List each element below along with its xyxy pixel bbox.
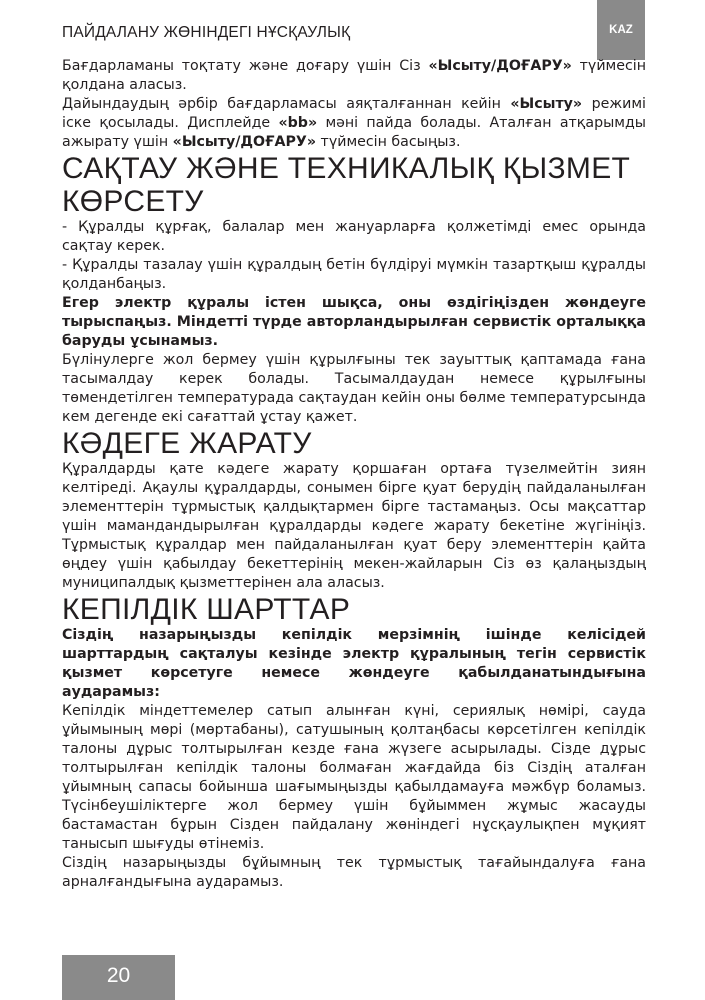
button-name-heat-off: «Ысыту/ДОҒАРУ» [428, 58, 572, 74]
button-name-heat-off-2: «Ысыту/ДОҒАРУ» [172, 134, 317, 150]
page-content [62, 57, 646, 892]
intro-paragraph-2: Дайындаудың әрбір бағдарламасы аяқталғаннан кейін «Ысыту» режимі іске қосылады. Дисплейде «bb» мәні пайда болады. Аталған атқарымды ажырату үшін «Ысыту/ДОҒАРУ» түймесін басыңыз. [62, 96, 646, 150]
warranty-paragraph-3: Сіздің назарыңызды бұйымның тек тұрмыстық тағайындалуға ғана арналғандығына аударамыз. [62, 855, 646, 890]
storage-warning: Егер электр құралы істен шықса, оны өздігіңізден жөндеуге тырыспаңыз. Міндетті түрде авторландырылған сервистік орталыққа баруды ұсынамыз. [62, 295, 646, 349]
storage-paragraph-4: Бүлінулерге жол бермеу үшін құрылғыны тек зауыттық қаптамада ғана тасымалдау керек болады. Тасымалдаудан немесе құрылғыны төмендетілген температурада сақтаудан кейін оны бөлме температурсында кем дегенде екі сағаттай ұстау қажет. [62, 352, 646, 425]
language-badge: KAZ [597, 0, 645, 60]
disposal-paragraph: Құралдарды қате кәдеге жарату қоршаған ортаға түзелмейтін зиян келтіреді. Ақаулы құралдарды, сонымен бірге қуат берудің пайдаланылған элементтерін тұрмыстық қалдықтармен бірге тастамаңыз. Осы мақсаттар үшін мамандандырылған құралдарды кәдеге жарату бекетіне жүгініңіз. Тұрмыстық құралдар мен пайдаланылған қуат беру элементтерін қайта өңдеу үшін қабылдау бекеттерінің мекен-жайларын Сіз өз қалаңыздың муниципалдық қызметтерінен ала аласыз. [62, 461, 646, 591]
storage-paragraph-1: - Құралды құрғақ, балалар мен жануарларға қолжетімді емес орында сақтау керек. [62, 219, 646, 254]
section-title-warranty: КЕПІЛДІК ШАРТТАР [62, 593, 351, 626]
storage-paragraph-2: - Құралды тазалау үшін құралдың бетін бүлдіруі мүмкін тазартқыш құралды қолданбаңыз. [62, 257, 646, 292]
section-title-storage: САҚТАУ ЖӘНЕ ТЕХНИКАЛЫҚ ҚЫЗМЕТ КӨРСЕТУ [62, 152, 631, 218]
warranty-notice: Сіздің назарыңызды кепілдік мерзімнің ішінде келісідей шарттардың сақталуы кезінде электр құралының тегін сервистік қызмет көрсетуге немесе жөндеуге қабылданатындығына аударамыз: [62, 627, 646, 700]
section-title-disposal: КӘДЕГЕ ЖАРАТУ [62, 427, 312, 460]
mode-name-heat: «Ысыту» [510, 96, 583, 112]
warranty-paragraph-2: Кепілдік міндеттемелер сатып алынған күні, сериялық нөмірі, сауда ұйымының мөрі (мөртабаны), сатушының қолтаңбасы көрсетілген кепілдік талоны дұрыс толтырылған кезде ғана жүзеге асырылады. Сізде дұрыс толтырылған кепілдік талоны болмаған жағдайда біз Сіздің аталған ұйымның сапасы бойынша шағымыңызды қабылдамауға мәжбүр боламыз. Түсінбеушіліктерге жол бермеу үшін бұйыммен жұмыс жасауды бастамастан бұрын Сізден пайдалану жөніндегі нұсқаулықпен мұқият танысып шығуды өтінеміз. [62, 703, 646, 852]
display-value-bb: «bb» [278, 115, 318, 131]
intro-paragraph-1: Бағдарламаны тоқтату және доғару үшін Сіз «Ысыту/ДОҒАРУ» түймесін қолдана аласыз. [62, 58, 646, 93]
page-header-title: ПАЙДАЛАНУ ЖӨНІНДЕГІ НҰСҚАУЛЫҚ [62, 24, 351, 41]
page-number: 20 [62, 955, 175, 1000]
